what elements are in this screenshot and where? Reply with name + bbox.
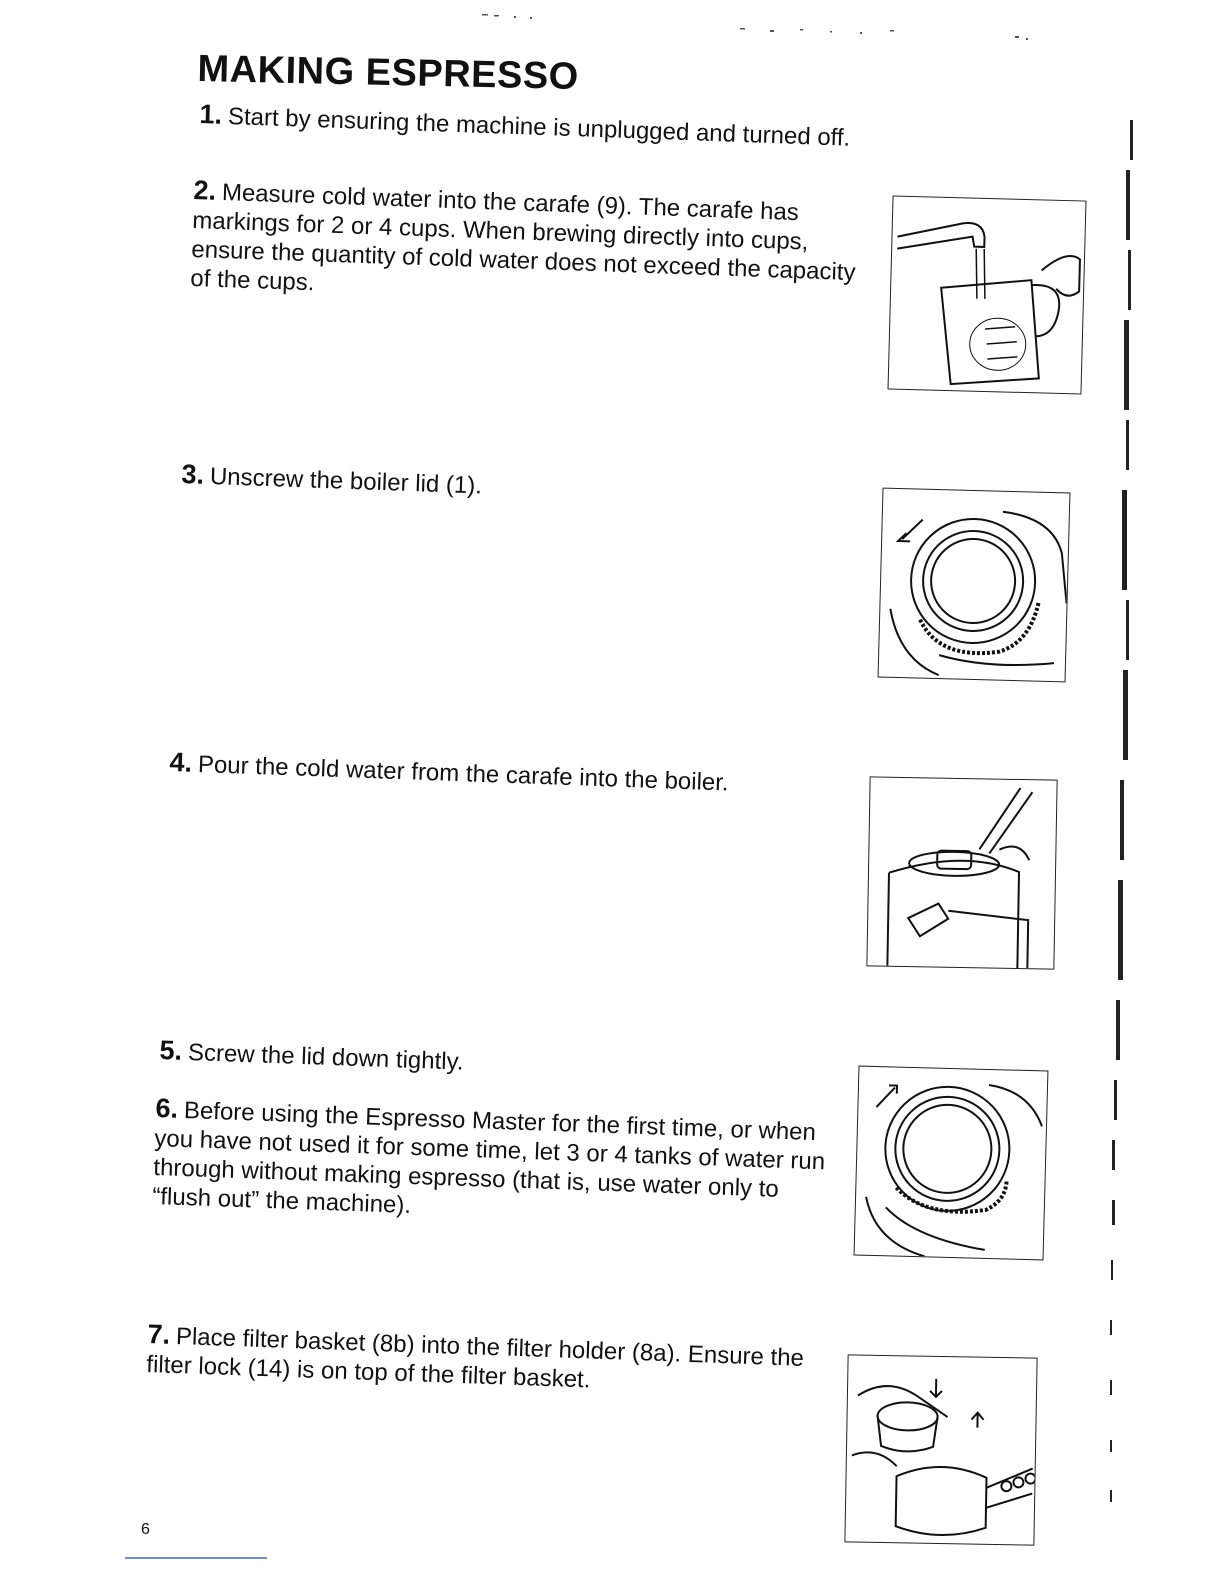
step-number: 2. [192,175,217,206]
unscrew-boiler-lid-illustration [878,488,1071,683]
scan-specks [470,8,1070,48]
step-text: Measure cold water into the carafe (9). The carafe has markings for 2 or 4 cups. When brewing directly into cups, ensure the quantity of cold water does not exceed the capacity of the cups. [189,178,856,297]
step-4 [169,748,790,800]
step-7 [146,1320,828,1403]
step-number: 7. [146,1319,171,1350]
screw-lid-tight-illustration [854,1066,1049,1261]
scanned-page-edge [1108,60,1148,1520]
step-2 [190,176,864,316]
step-6 [152,1094,836,1235]
step-number: 3. [180,459,205,490]
step-text: Start by ensuring the machine is unplugged and turned off. [227,102,851,152]
page-title: MAKING ESPRESSO [197,48,580,98]
step-number: 4. [168,747,193,778]
step-number: 1. [198,99,223,130]
step-3 [181,460,782,511]
step-text: Before using the Espresso Master for the first time, or when you have not used it for some time, let 3 or 4 tanks of water run through without making espresso (that is, use water only to “flush out” the machine). [151,1096,826,1219]
faucet-filling-carafe-illustration [887,195,1086,394]
step-text: Unscrew the boiler lid (1). [209,462,483,500]
pour-water-into-boiler-illustration [866,776,1057,969]
step-number: 5. [158,1035,183,1066]
step-text: Place filter basket (8b) into the filter holder (8a). Ensure the filter lock (14) is on top of the filter basket. [145,1322,805,1394]
step-1 [199,100,1000,158]
page-number: 6 [141,1521,150,1538]
step-text: Pour the cold water from the carafe into the boiler. [197,750,730,797]
filter-basket-into-holder-illustration [844,1354,1037,1545]
step-5 [159,1036,760,1087]
step-number: 6. [154,1093,179,1124]
footer-rule [125,1557,267,1559]
step-text: Screw the lid down tightly. [187,1038,464,1076]
